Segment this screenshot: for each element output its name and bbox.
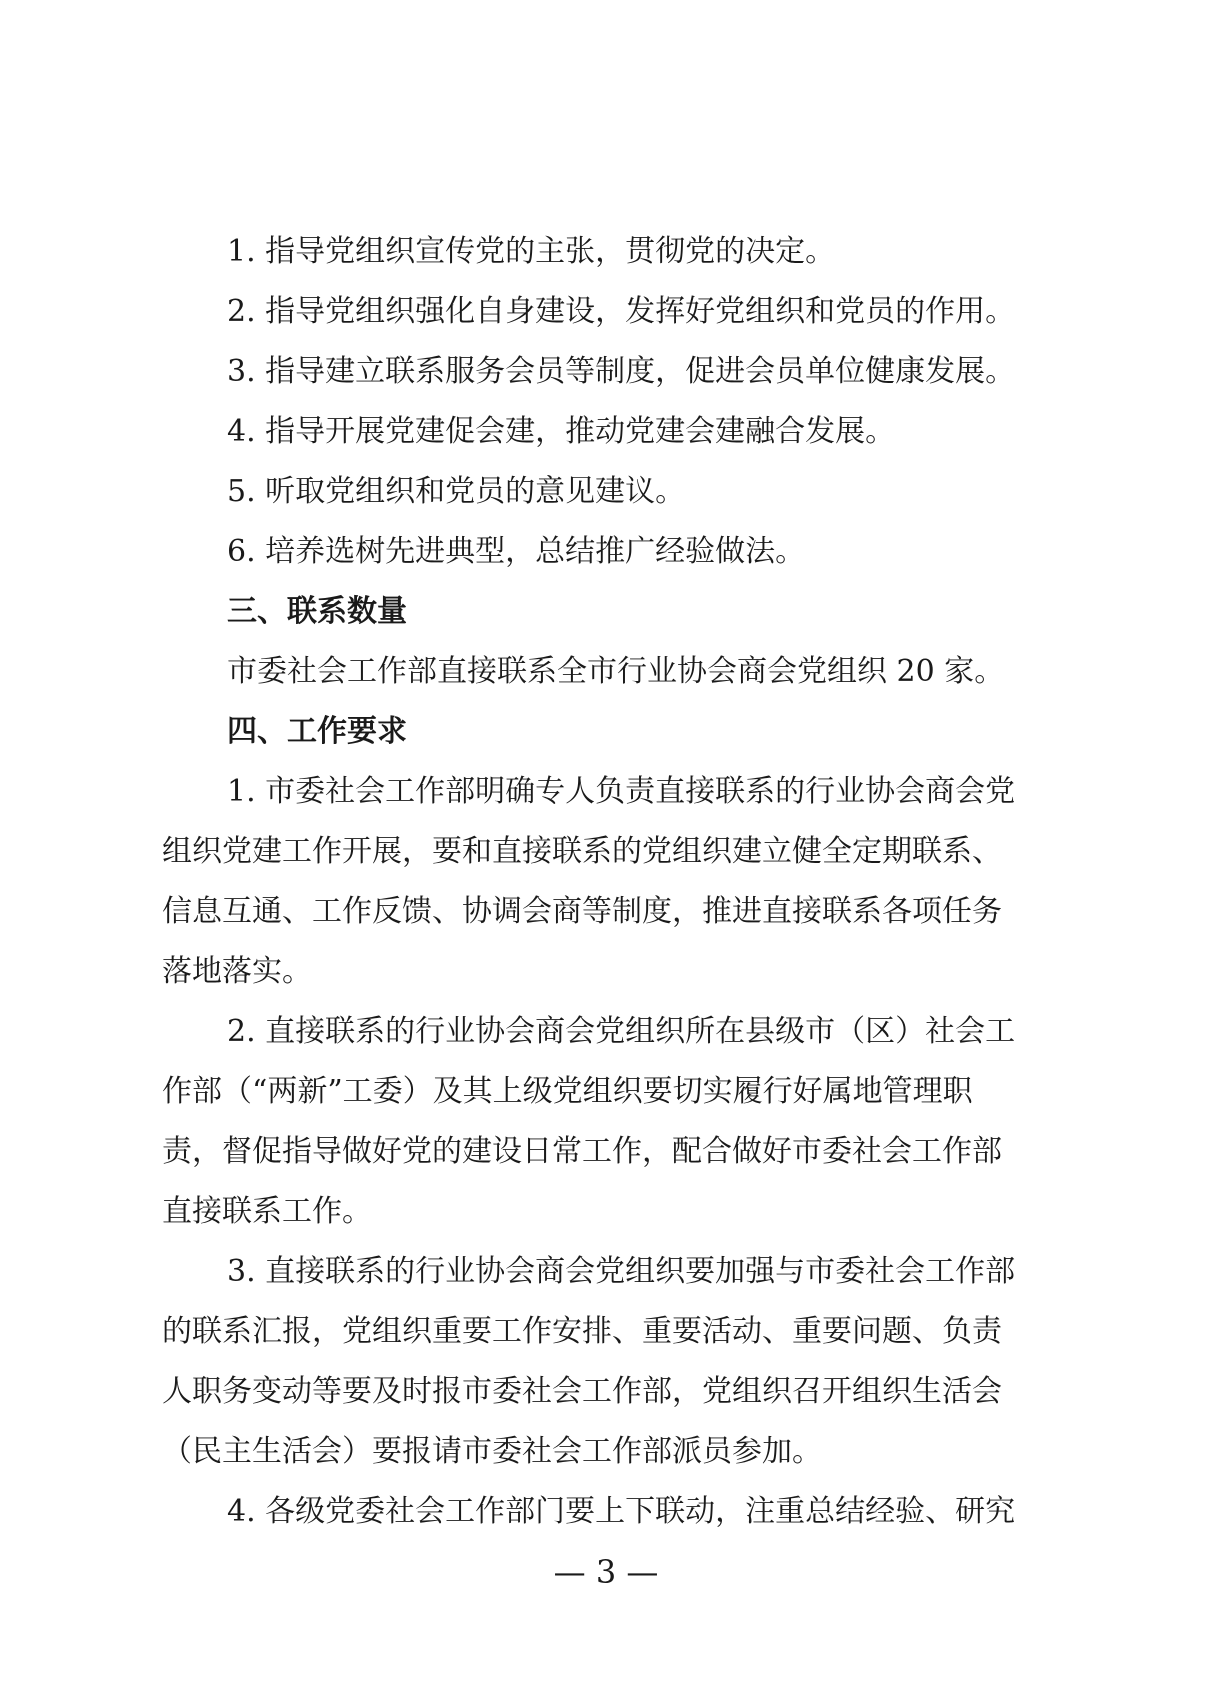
list-item: 1. 指导党组织宣传党的主张，贯彻党的决定。	[227, 234, 836, 269]
list-item: 4. 指导开展党建促会建，推动党建会建融合发展。	[227, 414, 896, 449]
paragraph-line: 信息互通、工作反馈、协调会商等制度，推进直接联系各项任务	[162, 894, 1002, 929]
section-heading-work-requirements: 四、工作要求	[227, 714, 407, 749]
requirement-paragraph-3	[162, 1242, 1062, 1482]
paragraph-line: 落地落实。	[162, 954, 312, 989]
paragraph-line: 2. 直接联系的行业协会商会党组织所在县级市（区）社会工	[227, 1014, 1016, 1049]
requirement-paragraph-2	[162, 1002, 1062, 1242]
list-item: 2. 指导党组织强化自身建设，发挥好党组织和党员的作用。	[227, 294, 1016, 329]
list-item: 3. 指导建立联系服务会员等制度，促进会员单位健康发展。	[227, 354, 1016, 389]
paragraph-line: 人职务变动等要及时报市委社会工作部，党组织召开组织生活会	[162, 1374, 1002, 1409]
paragraph-line: 的联系汇报，党组织重要工作安排、重要活动、重要问题、负责	[162, 1314, 1002, 1349]
requirement-paragraph-4	[162, 1482, 1062, 1542]
paragraph-line: 3. 直接联系的行业协会商会党组织要加强与市委社会工作部	[227, 1254, 1016, 1289]
paragraph-line: 责，督促指导做好党的建设日常工作，配合做好市委社会工作部	[162, 1134, 1002, 1169]
paragraph-line: 1. 市委社会工作部明确专人负责直接联系的行业协会商会党	[227, 774, 1016, 809]
section-heading-contact-count: 三、联系数量	[227, 594, 407, 629]
paragraph-line: 直接联系工作。	[162, 1194, 372, 1229]
requirement-paragraph-1	[162, 762, 1062, 1002]
paragraph-line: （民主生活会）要报请市委社会工作部派员参加。	[162, 1434, 822, 1469]
list-item: 6. 培养选树先进典型，总结推广经验做法。	[227, 534, 806, 569]
document-body	[162, 222, 1062, 1542]
paragraph-line: 作部（“两新”工委）及其上级党组织要切实履行好属地管理职	[162, 1074, 973, 1109]
list-item: 5. 听取党组织和党员的意见建议。	[227, 474, 686, 509]
paragraph-line: 组织党建工作开展，要和直接联系的党组织建立健全定期联系、	[162, 834, 1002, 869]
page-number: — 3 —	[553, 1553, 659, 1591]
section-text-contact-count: 市委社会工作部直接联系全市行业协会商会党组织 20 家。	[227, 654, 1005, 689]
paragraph-line: 4. 各级党委社会工作部门要上下联动，注重总结经验、研究	[227, 1494, 1016, 1529]
